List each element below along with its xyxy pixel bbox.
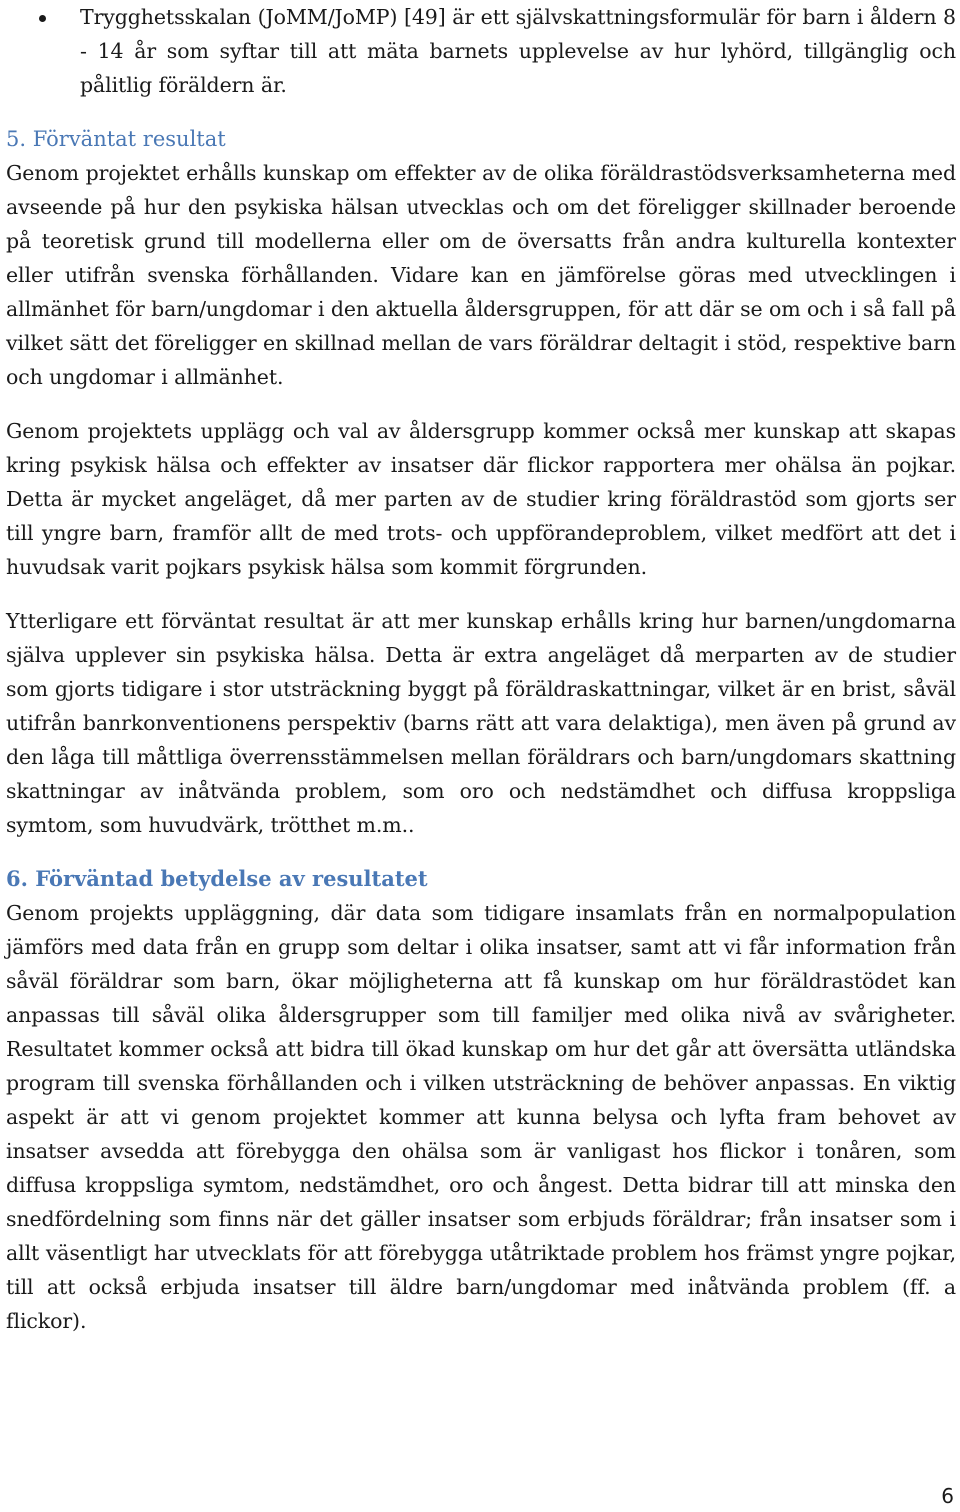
spacer: [6, 102, 956, 122]
spacer: [6, 394, 956, 414]
section-5-paragraph-1: Genom projektet erhålls kunskap om effekter av de olika föräldrastödsverksamheterna med avseende på hur den psykiska hälsan utvecklas och om det föreligger skillnader beroende på teoretisk grund till modellerna eller om de översatts från andra kulturella kontexter eller utifrån svenska förhållanden. Vidare kan en jämförelse göras med utvecklingen i allmänhet för barn/ungdomar i den aktuella åldersgruppen, för att där se om och i så fall på vilket sätt det föreligger en skillnad mellan de vars föräldrar deltagit i stöd, respektive barn och ungdomar i allmänhet.: [6, 161, 957, 389]
section-5-paragraph-3: Ytterligare ett förväntat resultat är att mer kunskap erhålls kring hur barnen/ungdomarna själva upplever sin psykiska hälsa. Detta är extra angeläget då merparten av de studier som gjorts tidigare i stor utsträckning byggt på föräldraskattningar, vilket är en brist, såväl utifrån banrkonventionens perspektiv (barns rätt att vara delaktiga), men även på grund av den låga till måttliga överrensstämmelsen mellan föräldrars och barn/ungdomars skattning skattningar av inåtvända problem, som oro och nedstämdhet och diffusa kroppsliga symtom, som huvudvärk, trötthet m.m..: [6, 609, 956, 837]
spacer: [6, 584, 956, 604]
page-number: 6: [941, 1484, 954, 1508]
page-content: [6, 0, 956, 1338]
bullet-list-item: [6, 0, 956, 102]
section-5-heading: 5. Förväntat resultat: [6, 127, 226, 151]
bullet-text: Trygghetsskalan (JoMM/JoMP) [49] är ett självskattningsformulär för barn i åldern 8 - 14 år som syftar till att mäta barnets upplevelse av hur lyhörd, tillgänglig och pålitlig föräldern är.: [80, 5, 956, 97]
section-6-heading: 6. Förväntad betydelse av resultatet: [6, 866, 428, 891]
section-5-paragraph-2: Genom projektets upplägg och val av åldersgrupp kommer också mer kunskap att skapas kring psykisk hälsa och effekter av insatser där flickor rapportera mer ohälsa än pojkar. Detta är mycket angeläget, då mer parten av de studier kring föräldrastöd som gjorts ser till yngre barn, framför allt de med trots- och uppförandeproblem, vilket medfört att det i huvudsak varit pojkars psykisk hälsa som kommit förgrunden.: [6, 419, 956, 579]
section-6-paragraph-1: Genom projekts uppläggning, där data som tidigare insamlats från en normalpopulation jämförs med data från en grupp som deltar i olika insatser, samt att vi får information från såväl föräldrar som barn, ökar möjligheterna att få kunskap om hur föräldrastödet kan anpassas till såväl olika åldersgrupper som till familjer med olika nivå av svårigheter. Resultatet kommer också att bidra till ökad kunskap om hur det går att översätta utländska program till svenska förhållanden och i vilken utsträckning de behöver anpassas. En viktig aspekt är att vi genom projektet kommer att kunna belysa och lyfta fram behovet av insatser avsedda att förebygga den ohälsa som är vanligast hos flickor i tonåren, som diffusa kroppsliga symtom, nedstämdhet, oro och ångest. Detta bidrar till att minska den snedfördelning som finns när det gäller insatser som erbjuds föräldrar; från insatser som i allt väsentligt har utvecklats för att förebygga utåtriktade problem hos främst yngre pojkar, till att också erbjuda insatser till äldre barn/ungdomar med inåtvända problem (ff. a flickor).: [6, 901, 956, 1333]
bullet-dot-icon: [39, 15, 46, 22]
spacer: [6, 842, 956, 862]
